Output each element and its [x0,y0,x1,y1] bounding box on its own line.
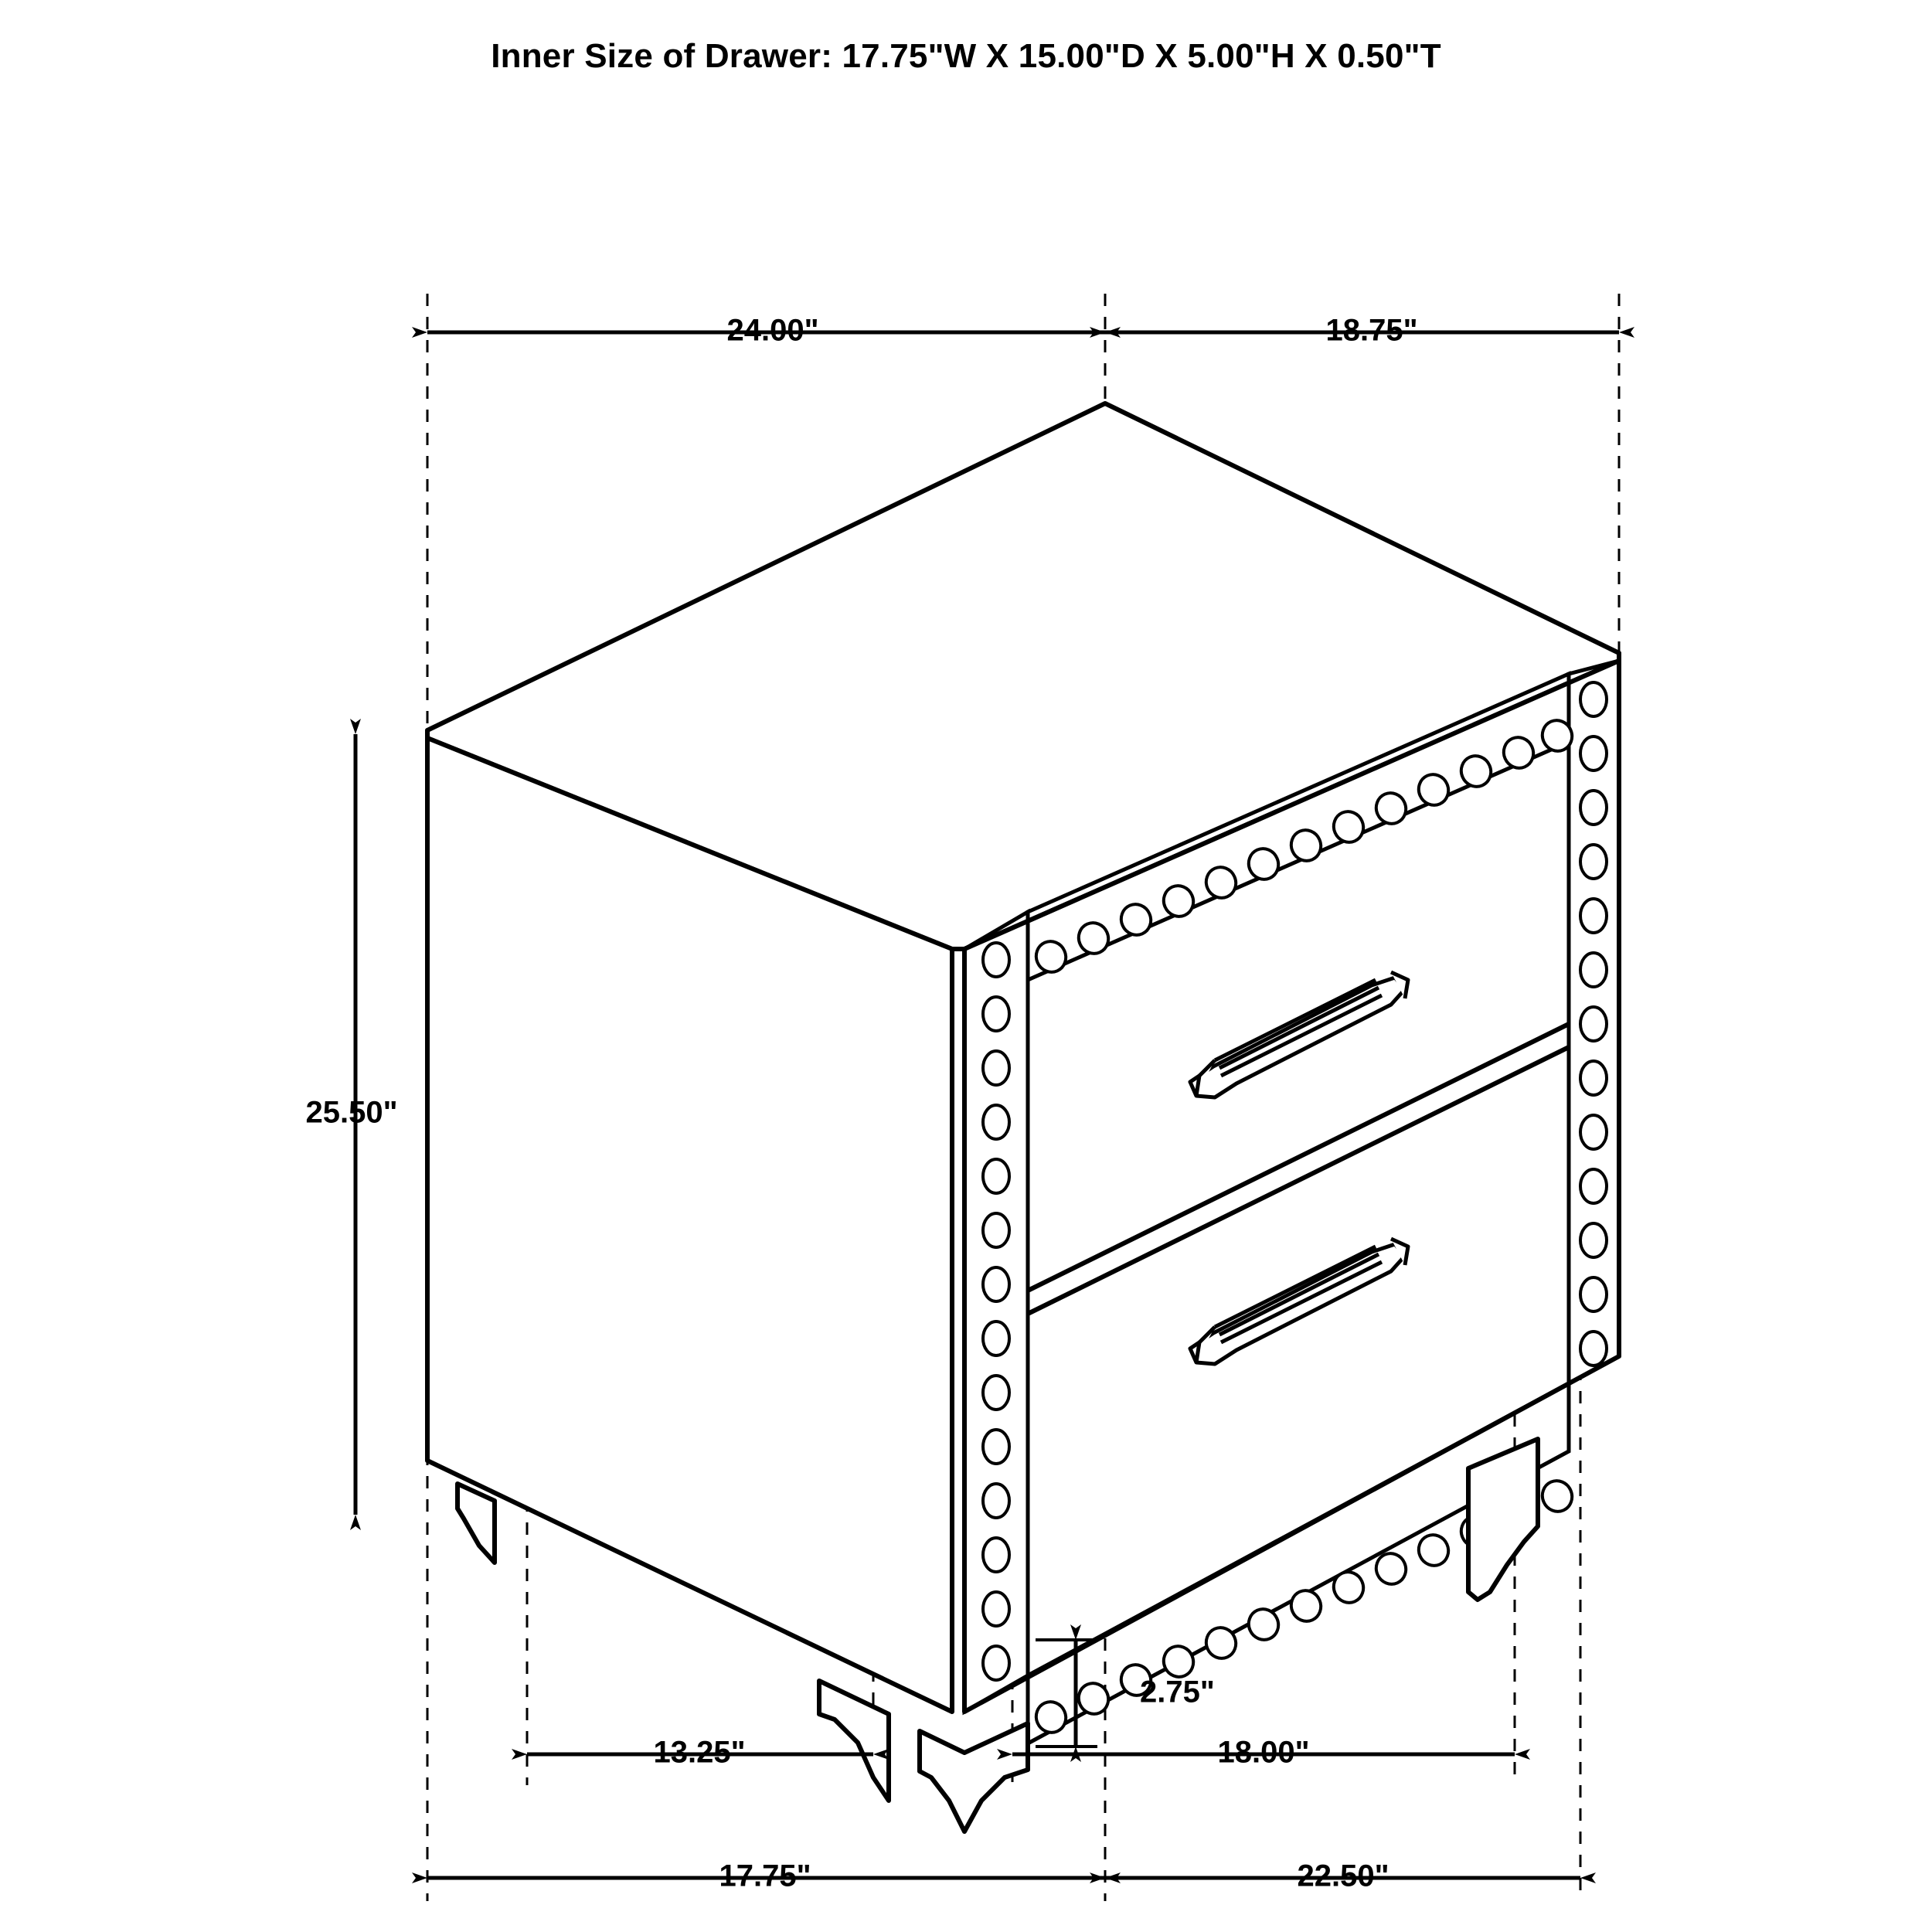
dimension-top-width-left: 24.00" [726,313,819,348]
dimension-bottom-outer-right: 22.50" [1297,1859,1389,1893]
dimension-leg-height: 2.75" [1140,1675,1215,1709]
dimension-top-width-right: 18.75" [1325,313,1418,348]
nightstand-outline [427,403,1619,1712]
dimension-bottom-inner-left: 13.25" [653,1735,746,1770]
page-title: Inner Size of Drawer: 17.75"W X 15.00"D X 5.00"H X 0.50"T [491,37,1441,75]
dimension-bottom-inner-right: 18.00" [1217,1735,1310,1770]
dimension-bottom-outer-left: 17.75" [719,1859,811,1893]
dimension-height: 25.50" [305,1095,398,1130]
